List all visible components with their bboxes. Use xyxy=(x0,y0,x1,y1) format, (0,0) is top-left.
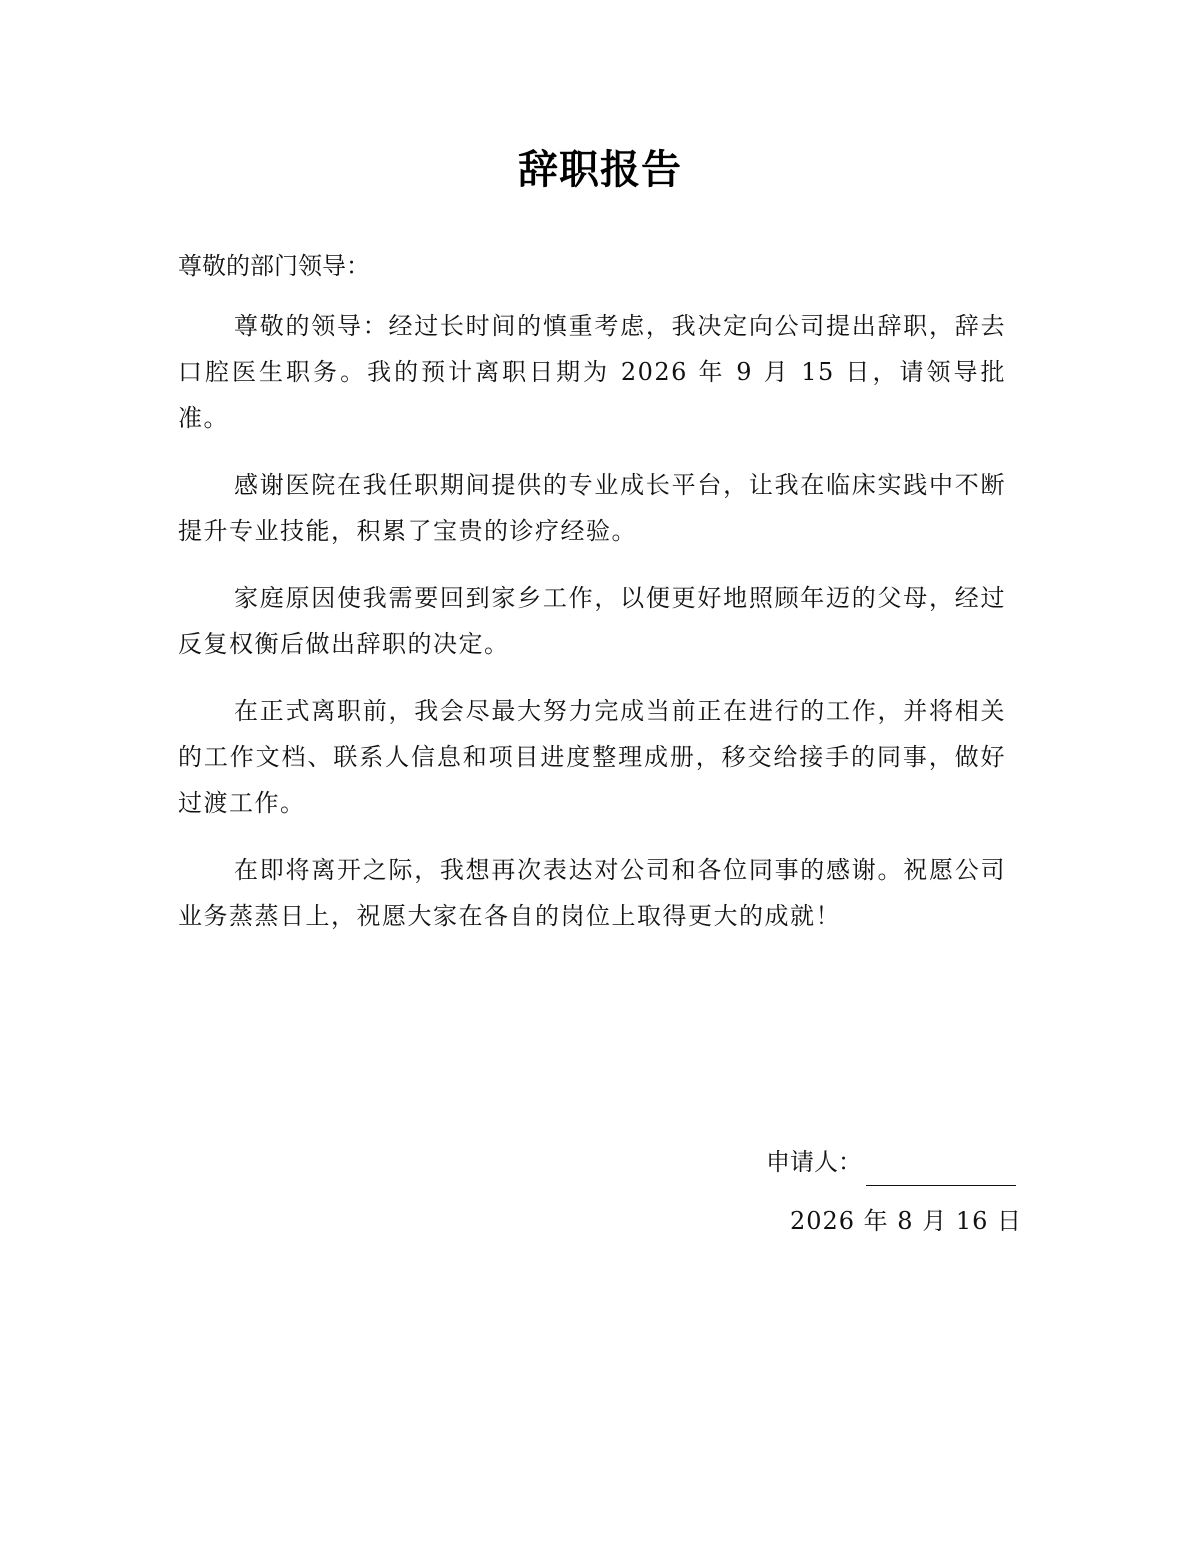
document-title: 辞职报告 xyxy=(518,147,682,193)
paragraph-gratitude: 感谢医院在我任职期间提供的专业成长平台，让我在临床实践中不断提升专业技能，积累了宝贵的诊疗经验。 xyxy=(178,471,1006,545)
salutation: 尊敬的部门领导： xyxy=(178,252,370,280)
signature-block xyxy=(766,1138,1016,1186)
letter-body xyxy=(178,303,1006,960)
paragraph-closing: 在即将离开之际，我想再次表达对公司和各位同事的感谢。祝愿公司业务蒸蒸日上，祝愿大家在各自的岗位上取得更大的成就！ xyxy=(178,856,1006,930)
paragraph-resignation-notice: 尊敬的领导：经过长时间的慎重考虑，我决定向公司提出辞职，辞去口腔医生职务。我的预计离职日期为 2026 年 9 月 15 日，请领导批准。 xyxy=(178,312,1006,432)
paragraph-handover: 在正式离职前，我会尽最大努力完成当前正在进行的工作，并将相关的工作文档、联系人信息和项目进度整理成册，移交给接手的同事，做好过渡工作。 xyxy=(178,697,1006,817)
signature-label: 申请人： xyxy=(766,1148,862,1176)
paragraph-reason: 家庭原因使我需要回到家乡工作，以便更好地照顾年迈的父母，经过反复权衡后做出辞职的决定。 xyxy=(178,584,1006,658)
signature-line xyxy=(866,1151,1016,1186)
letter-date: 2026 年 8 月 16 日 xyxy=(789,1207,1022,1235)
